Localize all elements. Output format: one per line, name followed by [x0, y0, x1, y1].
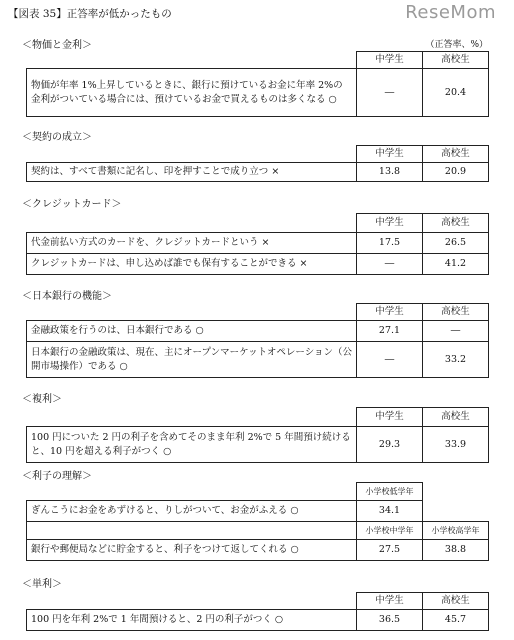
col-header-junior-high: 中学生: [357, 408, 423, 427]
col-header-elementary-lower: 小学校低学年: [357, 483, 423, 501]
resemom-logo: ReseMom: [405, 2, 496, 23]
col-header-senior-high: 高校生: [423, 304, 489, 321]
col-header-senior-high: 高校生: [423, 146, 489, 163]
question-text: クレジットカードは、申し込めば誰でも保有することができる ×: [27, 254, 357, 275]
value-junior-high: ―: [357, 69, 423, 117]
table-compound: [26, 407, 489, 463]
table-row: [27, 69, 489, 117]
value-elementary-lower: 34.1: [357, 501, 423, 522]
col-header-junior-high: 中学生: [357, 214, 423, 233]
value-junior-high: 17.5: [357, 233, 423, 254]
value-senior-high: 41.2: [423, 254, 489, 275]
table-credit-card: [26, 213, 489, 275]
col-header-senior-high: 高校生: [423, 593, 489, 610]
col-header-junior-high: 中学生: [357, 304, 423, 321]
col-header-junior-high: 中学生: [357, 146, 423, 163]
table-row: [27, 540, 489, 561]
value-junior-high: 36.5: [357, 610, 423, 631]
value-junior-high: ―: [357, 254, 423, 275]
table-row: [27, 254, 489, 275]
value-elementary-middle: 27.5: [357, 540, 423, 561]
value-senior-high: 20.9: [423, 163, 489, 182]
question-text: 日本銀行の金融政策は、現在、主にオープンマーケットオペレーション（公開市場操作）である ○: [27, 342, 357, 378]
section-heading-price-interest: ＜物価と金利＞: [22, 40, 92, 51]
table-simple-interest: [26, 592, 489, 631]
value-elementary-upper: 38.8: [423, 540, 489, 561]
table-row: [27, 501, 489, 522]
col-header-junior-high: 中学生: [357, 593, 423, 610]
section-heading-compound: ＜複利＞: [22, 394, 62, 405]
section-heading-interest-understanding: ＜利子の理解＞: [22, 471, 92, 482]
value-junior-high: ―: [357, 342, 423, 378]
col-header-senior-high: 高校生: [423, 214, 489, 233]
section-heading-credit-card: ＜クレジットカード＞: [22, 199, 122, 210]
table-row: [27, 342, 489, 378]
question-text: 100 円についた 2 円の利子を含めてそのまま年利 2%で 5 年間預け続けると、10 円を超える利子がつく ○: [27, 427, 357, 463]
table-interest-understanding: [26, 482, 489, 561]
question-text: ぎんこうにお金をあずけると、りしがついて、お金がふえる ○: [27, 501, 357, 522]
figure-title: 【図表 35】正答率が低かったもの: [8, 8, 172, 20]
section-heading-simple-interest: ＜単利＞: [22, 579, 62, 590]
value-senior-high: ―: [423, 321, 489, 342]
table-contract: [26, 145, 489, 182]
col-header-senior-high: 高校生: [423, 52, 489, 69]
question-text: 代金前払い方式のカードを、クレジットカードという ×: [27, 233, 357, 254]
unit-label: （正答率、%）: [425, 40, 488, 50]
value-senior-high: 33.9: [423, 427, 489, 463]
value-junior-high: 27.1: [357, 321, 423, 342]
table-row: [27, 321, 489, 342]
value-senior-high: 20.4: [423, 69, 489, 117]
question-text: 金融政策を行うのは、日本銀行である ○: [27, 321, 357, 342]
table-boj: [26, 303, 489, 378]
table-price-interest: [26, 51, 489, 117]
table-row: [27, 163, 489, 182]
col-header-elementary-middle: 小学校中学年: [357, 522, 423, 540]
question-text: 物価が年率 1%上昇しているときに、銀行に預けているお金に年率 2%の金利がついている場合には、預けているお金で買えるものは多くなる ○: [27, 69, 357, 117]
question-text: 契約は、すべて書類に記名し、印を押すことで成り立つ ×: [27, 163, 357, 182]
section-heading-contract: ＜契約の成立＞: [22, 132, 92, 143]
value-junior-high: 29.3: [357, 427, 423, 463]
section-heading-boj: ＜日本銀行の機能＞: [22, 291, 112, 302]
question-text: 100 円を年利 2%で 1 年間預けると、2 円の利子がつく ○: [27, 610, 357, 631]
table-row: [27, 233, 489, 254]
table-row: [27, 427, 489, 463]
table-row: [27, 610, 489, 631]
value-senior-high: 33.2: [423, 342, 489, 378]
value-senior-high: 26.5: [423, 233, 489, 254]
col-header-elementary-upper: 小学校高学年: [423, 522, 489, 540]
value-senior-high: 45.7: [423, 610, 489, 631]
value-junior-high: 13.8: [357, 163, 423, 182]
col-header-senior-high: 高校生: [423, 408, 489, 427]
question-text: 銀行や郵便局などに貯金すると、利子をつけて返してくれる ○: [27, 540, 357, 561]
col-header-junior-high: 中学生: [357, 52, 423, 69]
